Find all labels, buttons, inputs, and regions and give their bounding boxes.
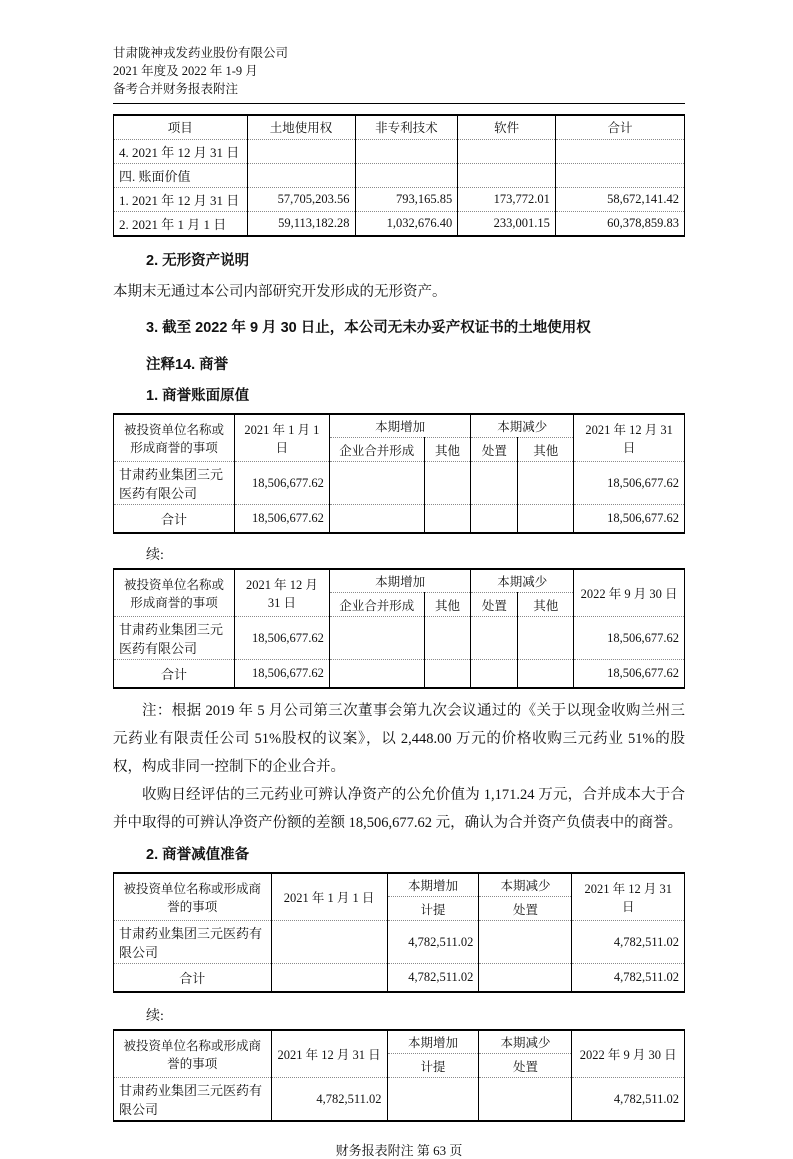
- cell-merger-formed: [329, 660, 424, 688]
- table-total-row: [114, 660, 685, 688]
- cell-increase-other: [424, 505, 471, 533]
- cell-opening: 18,506,677.62: [235, 505, 330, 533]
- col-header-total: 合计: [555, 115, 684, 139]
- table-header-row: [114, 115, 685, 139]
- col-header-decrease-other: 其他: [518, 593, 574, 617]
- col-header-nonpatent-tech: 非专利技术: [355, 115, 458, 139]
- cell-disposal: [479, 964, 572, 992]
- col-header-software: 软件: [458, 115, 556, 139]
- col-header-provision: 计提: [387, 897, 479, 921]
- col-header-opening: 2021 年 1 月 1 日: [235, 414, 330, 462]
- table-row: [114, 617, 685, 660]
- section-heading-goodwill-cost: 1. 商誉账面原值: [146, 387, 250, 404]
- cell-provision: 4,782,511.02: [387, 964, 479, 992]
- page-footer: 财务报表附注 第 63 页: [335, 1143, 463, 1158]
- col-header-disposal: 处置: [479, 897, 572, 921]
- table-header-row: [114, 414, 685, 438]
- cell-land-use: [247, 139, 355, 163]
- col-header-provision: 计提: [387, 1054, 479, 1078]
- cell-opening: [271, 964, 387, 992]
- goodwill-cost-table-2022: [113, 568, 685, 689]
- cell-decrease-other: [518, 505, 574, 533]
- company-name: 甘肃陇神戎发药业股份有限公司: [113, 46, 289, 60]
- table-row: [114, 462, 685, 505]
- cell-nonpatent-tech: 1,032,676.40: [355, 211, 458, 236]
- row-label: 2. 2021 年 1 月 1 日: [114, 211, 248, 236]
- cell-nonpatent-tech: [355, 163, 458, 187]
- section-heading-certificates: 3. 截至 2022 年 9 月 30 日止，本公司无未办妥产权证书的土地使用权: [146, 319, 591, 336]
- table-row: [114, 139, 685, 163]
- table-total-row: [114, 505, 685, 533]
- col-header-closing: 2021 年 12 月 31 日: [574, 414, 685, 462]
- cell-merger-formed: [329, 462, 424, 505]
- table-row: [114, 211, 685, 236]
- cell-total: [555, 163, 684, 187]
- report-period: 2021 年度及 2022 年 1-9 月: [113, 64, 258, 78]
- cell-opening: 18,506,677.62: [235, 617, 330, 660]
- cell-land-use: [247, 163, 355, 187]
- col-header-disposal: 处置: [471, 438, 518, 462]
- cell-software: [458, 139, 556, 163]
- paragraph-fair-value-note: 收购日经评估的三元药业可辨认净资产的公允价值为 1,171.24 万元，合并成本大于合并中取得的可辨认净资产份额的差额 18,506,677.62 元，确认为合并资产负债表中的商誉。: [113, 786, 685, 831]
- cell-closing: 4,782,511.02: [572, 1078, 685, 1122]
- goodwill-impairment-table-2021: [113, 872, 685, 993]
- col-header-increase-other: 其他: [424, 438, 471, 462]
- cell-total-label: 合计: [114, 964, 272, 992]
- col-header-increase: 本期增加: [387, 1030, 479, 1054]
- continue-label: 续:: [146, 547, 164, 563]
- cell-decrease-other: [518, 660, 574, 688]
- cell-disposal: [471, 660, 518, 688]
- cell-opening: 4,782,511.02: [271, 1078, 387, 1122]
- cell-software: 233,001.15: [458, 211, 556, 236]
- cell-closing: 4,782,511.02: [572, 921, 685, 964]
- cell-disposal: [471, 505, 518, 533]
- cell-disposal: [479, 921, 572, 964]
- row-label: 1. 2021 年 12 月 31 日: [114, 187, 248, 211]
- col-header-decrease-other: 其他: [518, 438, 574, 462]
- section-heading-note14-goodwill: 注释14. 商誉: [146, 356, 229, 373]
- table-row: [114, 1078, 685, 1122]
- col-header-merger-formed: 企业合并形成: [329, 593, 424, 617]
- table-row: [114, 187, 685, 211]
- col-header-investee: 被投资单位名称或形成商誉的事项: [114, 1030, 272, 1078]
- cell-nonpatent-tech: 793,165.85: [355, 187, 458, 211]
- goodwill-cost-table-2021: [113, 413, 685, 534]
- cell-investee-name: 甘肃药业集团三元医药有限公司: [114, 462, 235, 505]
- cell-merger-formed: [329, 505, 424, 533]
- cell-land-use: 57,705,203.56: [247, 187, 355, 211]
- cell-provision: [387, 1078, 479, 1122]
- cell-decrease-other: [518, 462, 574, 505]
- cell-opening: [271, 921, 387, 964]
- table-row: [114, 163, 685, 187]
- goodwill-impairment-table-2022: [113, 1029, 685, 1123]
- cell-total: 58,672,141.42: [555, 187, 684, 211]
- section-heading-goodwill-impairment: 2. 商誉减值准备: [146, 846, 250, 863]
- cell-increase-other: [424, 617, 471, 660]
- table-total-row: [114, 964, 685, 992]
- cell-closing: 18,506,677.62: [574, 660, 685, 688]
- col-header-opening: 2021 年 12 月 31 日: [235, 569, 330, 617]
- section-heading-intangible-note: 2. 无形资产说明: [146, 252, 250, 269]
- cell-nonpatent-tech: [355, 139, 458, 163]
- cell-total-label: 合计: [114, 660, 235, 688]
- cell-closing: 18,506,677.62: [574, 505, 685, 533]
- row-label: 四. 账面价值: [114, 163, 248, 187]
- paragraph-intangible-note: 本期末无通过本公司内部研究开发形成的无形资产。: [113, 283, 447, 300]
- col-header-disposal: 处置: [479, 1054, 572, 1078]
- cell-increase-other: [424, 462, 471, 505]
- document-header: [113, 0, 685, 104]
- col-header-merger-formed: 企业合并形成: [329, 438, 424, 462]
- cell-opening: 18,506,677.62: [235, 660, 330, 688]
- cell-land-use: 59,113,182.28: [247, 211, 355, 236]
- cell-merger-formed: [329, 617, 424, 660]
- col-header-increase: 本期增加: [329, 414, 471, 438]
- cell-disposal: [471, 462, 518, 505]
- col-header-opening: 2021 年 12 月 31 日: [271, 1030, 387, 1078]
- col-header-investee: 被投资单位名称或形成商誉的事项: [114, 569, 235, 617]
- cell-total: [555, 139, 684, 163]
- cell-closing: 18,506,677.62: [574, 617, 685, 660]
- col-header-land-use: 土地使用权: [247, 115, 355, 139]
- cell-software: 173,772.01: [458, 187, 556, 211]
- col-header-decrease: 本期减少: [479, 873, 572, 897]
- cell-closing: 4,782,511.02: [572, 964, 685, 992]
- col-header-increase-other: 其他: [424, 593, 471, 617]
- cell-decrease-other: [518, 617, 574, 660]
- col-header-investee: 被投资单位名称或形成商誉的事项: [114, 414, 235, 462]
- continue-label: 续:: [146, 1008, 164, 1024]
- intangible-assets-table: [113, 114, 685, 237]
- cell-disposal: [471, 617, 518, 660]
- col-header-closing: 2022 年 9 月 30 日: [572, 1030, 685, 1078]
- row-label: 4. 2021 年 12 月 31 日: [114, 139, 248, 163]
- cell-investee-name: 甘肃药业集团三元医药有限公司: [114, 1078, 272, 1122]
- cell-provision: 4,782,511.02: [387, 921, 479, 964]
- table-header-row: [114, 1030, 685, 1054]
- col-header-closing: 2022 年 9 月 30 日: [574, 569, 685, 617]
- cell-software: [458, 163, 556, 187]
- cell-investee-name: 甘肃药业集团三元医药有限公司: [114, 617, 235, 660]
- cell-disposal: [479, 1078, 572, 1122]
- col-header-disposal: 处置: [471, 593, 518, 617]
- col-header-increase: 本期增加: [387, 873, 479, 897]
- cell-investee-name: 甘肃药业集团三元医药有限公司: [114, 921, 272, 964]
- cell-increase-other: [424, 660, 471, 688]
- page-content: [113, 0, 685, 1159]
- cell-closing: 18,506,677.62: [574, 462, 685, 505]
- doc-title: 备考合并财务报表附注: [113, 82, 239, 96]
- col-header-closing: 2021 年 12 月 31 日: [572, 873, 685, 921]
- cell-opening: 18,506,677.62: [235, 462, 330, 505]
- col-header-decrease: 本期减少: [471, 569, 574, 593]
- table-header-row: [114, 569, 685, 593]
- col-header-decrease: 本期减少: [479, 1030, 572, 1054]
- cell-total: 60,378,859.83: [555, 211, 684, 236]
- col-header-item: 项目: [114, 115, 248, 139]
- col-header-decrease: 本期减少: [471, 414, 574, 438]
- col-header-opening: 2021 年 1 月 1 日: [271, 873, 387, 921]
- col-header-investee: 被投资单位名称或形成商誉的事项: [114, 873, 272, 921]
- cell-total-label: 合计: [114, 505, 235, 533]
- paragraph-acquisition-note: 注：根据 2019 年 5 月公司第三次董事会第九次会议通过的《关于以现金收购兰州三元药业有限责任公司 51%股权的议案》，以 2,448.00 万元的价格收购三元药业 51%的股权，构成非同一控制下的企业合并。: [113, 702, 685, 775]
- table-row: [114, 921, 685, 964]
- col-header-increase: 本期增加: [329, 569, 471, 593]
- table-header-row: [114, 873, 685, 897]
